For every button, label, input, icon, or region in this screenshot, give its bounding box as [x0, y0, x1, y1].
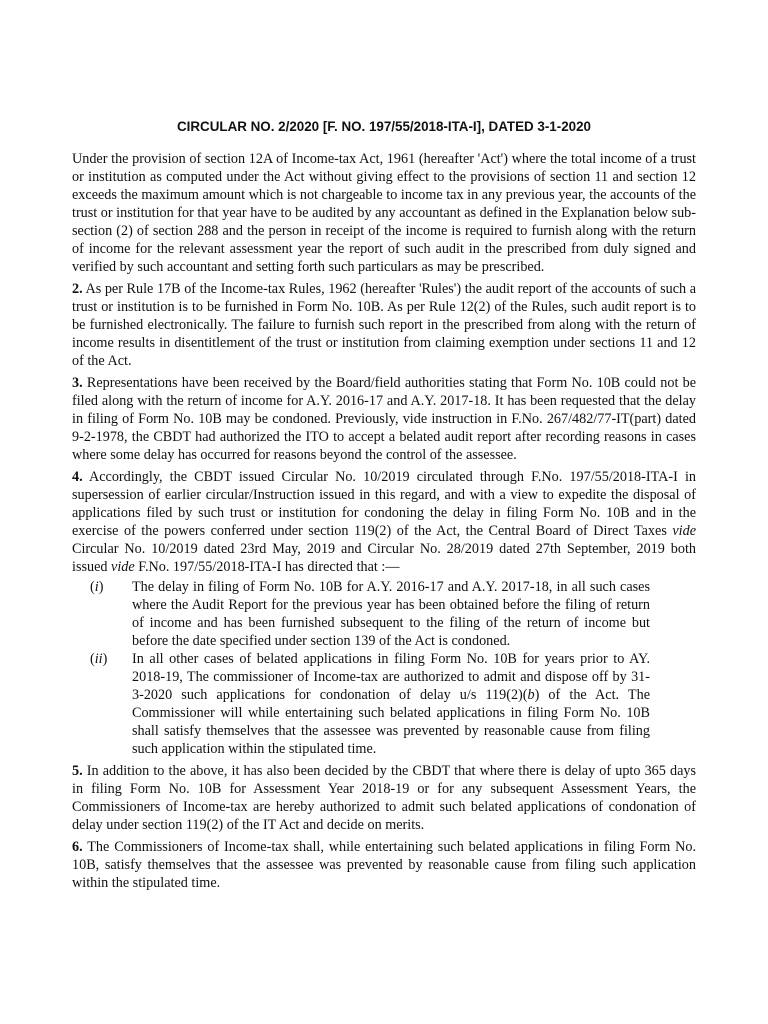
paragraph-1-text: Under the provision of section 12A of Income-tax Act, 1961 (hereafter 'Act') where the total income of a trust or institution as computed under the Act without giving effect to the provisions of section 11 and section 12 exceeds the maximum amount which is not chargeable to income tax in any previous year, the accounts of the trust or institution for that year have to be audited by any accountant as defined in the Explanation below sub-section (2) of section 288 and the person in receipt of the income is required to furnish along with the return of income for the relevant assessment year the report of such audit in the prescribed from duly signed and verified by such accountant and setting forth such particulars as may be prescribed.: [72, 151, 696, 275]
directions-list: [72, 578, 696, 758]
paragraph-6: [72, 838, 696, 892]
direction-text-ii: In all other cases of belated applications in filing Form No. 10B for years prior to AY. 2018-19, The commissioner of Income-tax are authorized to admit and dispose off by 31-3-2020 such applications for condonation of delay u/s 119(2)(b) of the Act. The Commissioner will while entertaining such belated applications in filing Form No. 10B shall satisfy themselves that the assessee was prevented by reasonable cause from filing such application within the stipulated time.: [132, 651, 650, 757]
paragraph-4-text-b: Circular No. 10/2019 dated 23rd May, 2019 and Circular No. 28/2019 dated 27th September, 2019 both issued: [72, 541, 696, 575]
paragraph-2-text: As per Rule 17B of the Income-tax Rules, 1962 (hereafter 'Rules') the audit report of the accounts of such a trust or institution is to be furnished in Form No. 10B. As per Rule 12(2) of the Rules, such audit report is to be furnished electronically. The failure to furnish such report in the prescribed from along with the return of income results in disentitlement of the trust or institution from claiming exemption under sections 11 and 12 of the Act.: [72, 281, 697, 369]
paragraph-3-number: 3.: [72, 375, 83, 391]
paragraph-4: [72, 468, 696, 576]
paragraph-3-text: Representations have been received by the Board/field authorities stating that Form No. 10B could not be filed along with the return of income for A.Y. 2016-17 and A.Y. 2017-18. It has been requested that the delay in filing of Form No. 10B may be condoned. Previously, vide instruction in F.No. 267/482/77-IT(part) dated 9-2-1978, the CBDT had authorized the ITO to accept a belated audit report after recording reasons in cases where some delay has occurred for reasons beyond the control of the assessee.: [72, 375, 697, 463]
direction-text-i: The delay in filing of Form No. 10B for A.Y. 2016-17 and A.Y. 2017-18, in all such cases where the Audit Report for the previous year has been obtained before the filing of return of income and has been furnished subsequent to the filing of the return of income but before the date specified under section 139 of the Act is condoned.: [132, 579, 650, 649]
paragraph-6-text: The Commissioners of Income-tax shall, while entertaining such belated applications in filing Form No. 10B, satisfy themselves that the assessee was prevented by reasonable cause from filing such application within the stipulated time.: [72, 839, 696, 891]
paragraph-1: [72, 150, 696, 276]
direction-label-ii: (ii): [90, 651, 108, 667]
direction-label-i: (i): [90, 579, 104, 595]
paragraph-5-text: In addition to the above, it has also been decided by the CBDT that where there is delay of upto 365 days in filing Form No. 10B for Assessment Year 2018-19 or for any subsequent Assessment Years, the Commissioners of Income-tax are hereby authorized to admit such belated applications of condonation of delay under section 119(2) of the IT Act and decide on merits.: [72, 763, 697, 833]
paragraph-6-number: 6.: [72, 839, 83, 855]
direction-item-i: [72, 578, 696, 650]
paragraph-5-number: 5.: [72, 763, 83, 779]
paragraph-2-number: 2.: [72, 281, 83, 297]
paragraph-4-vide-2: vide: [111, 559, 135, 575]
paragraph-4-text-c: F.No. 197/55/2018-ITA-I has directed that :—: [134, 559, 400, 575]
paragraph-4-number: 4.: [72, 469, 83, 485]
document-page: [72, 118, 696, 896]
paragraph-2: [72, 280, 696, 370]
paragraph-3: [72, 374, 696, 464]
paragraph-4-text-a: Accordingly, the CBDT issued Circular No. 10/2019 circulated through F.No. 197/55/2018-ITA-I in supersession of earlier circular/Instruction issued in this regard, and with a view to expedite the disposal of applications filed by such trust or institution for condoning the delay in filing Form No. 10B and in the exercise of the powers conferred under section 119(2) of the Act, the Central Board of Direct Taxes: [72, 469, 696, 539]
paragraph-4-vide-1: vide: [672, 523, 696, 539]
circular-title: CIRCULAR NO. 2/2020 [F. NO. 197/55/2018-ITA-I], DATED 3-1-2020: [177, 119, 591, 134]
direction-item-ii: [72, 650, 696, 758]
paragraph-5: [72, 762, 696, 834]
